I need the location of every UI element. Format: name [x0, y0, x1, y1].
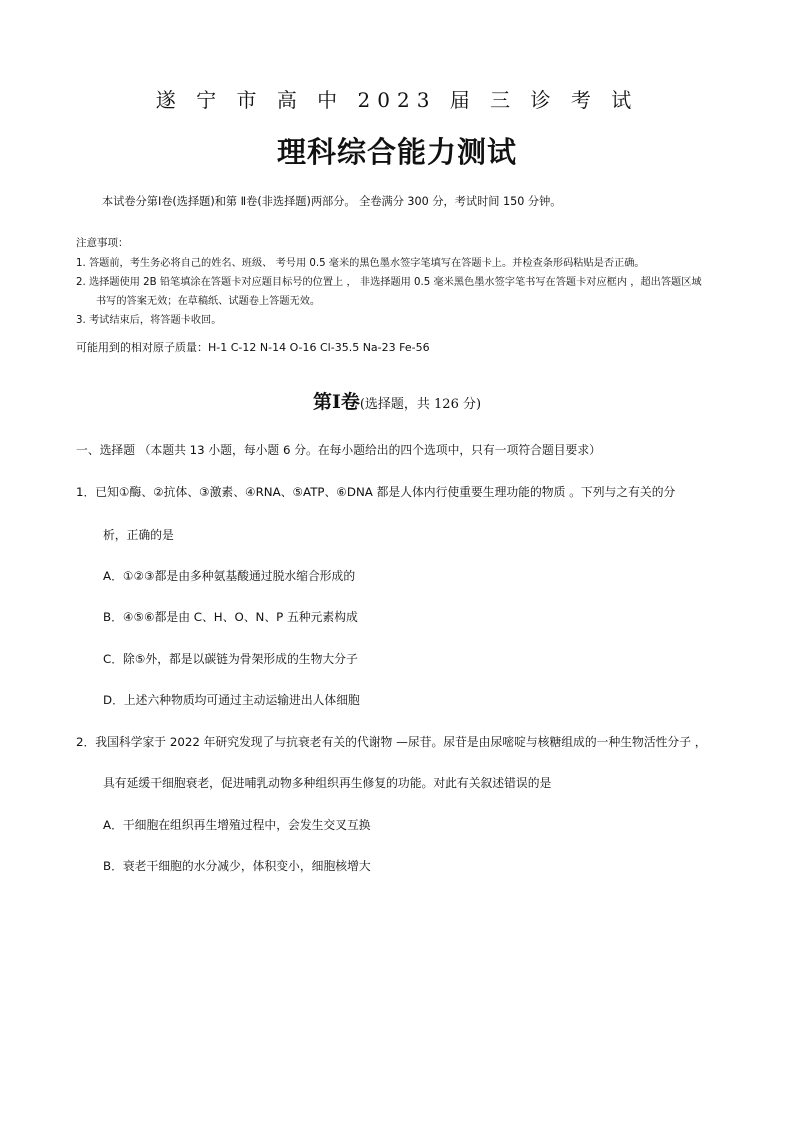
question-stem-continued: 具有延缓干细胞衰老，促进哺乳动物多种组织再生修复的功能。对此有关叙述错误的是: [103, 776, 552, 790]
part-title: [0, 387, 794, 414]
question-stem: 2．我国科学家于 2022 年研究发现了与抗衰老有关的代谢物 —尿苷。尿苷是由尿嘧啶与核糖组成的一种生物活性分子 ，: [76, 735, 707, 749]
atomic-masses: 可能用到的相对原子质量：H-1 C-12 N-14 O-16 Cl-35.5 Na-23 Fe-56: [76, 341, 430, 354]
exam-title: 遂 宁 市 高 中 2023 届 三 诊 考 试: [155, 88, 639, 112]
section-heading: 一、选择题 （本题共 13 小题，每小题 6 分。在每小题给出的四个选项中，只有一项符合题目要求）: [76, 443, 601, 457]
note-item: 2. 选择题使用 2B 铅笔填涂在答题卡对应题目标号的位置上 ， 非选择题用 0.5 毫米黑色墨水签字笔书写在答题卡对应框内 ，超出答题区域: [76, 277, 702, 288]
note-item: 3. 考试结束后，将答题卡收回。: [76, 315, 222, 326]
question-option: B．④⑤⑥都是由 C、H、O、N、P 五种元素构成: [103, 610, 358, 624]
question-stem: 1．已知①酶、②抗体、③激素、④RNA、⑤ATP、⑥DNA 都是人体内行使重要生理功能的物质 。下列与之有关的分: [76, 485, 676, 499]
question-option: C．除⑤外，都是以碳链为骨架形成的生物大分子: [103, 652, 358, 666]
part-title-sub: (选择题，共 126 分): [359, 397, 482, 412]
question-option: D．上述六种物质均可通过主动运输进出人体细胞: [103, 693, 360, 707]
subject-title: 理科综合能力测试: [276, 135, 517, 169]
question-option: A．干细胞在组织再生增殖过程中，会发生交叉互换: [103, 818, 371, 832]
question-option: A．①②③都是由多种氨基酸通过脱水缩合形成的: [103, 569, 356, 583]
note-item: 1. 答题前，考生务必将自己的姓名、班级、 考号用 0.5 毫米的黑色墨水签字笔填写在答题卡上。并检查条形码粘贴是否正确。: [76, 258, 645, 269]
exam-intro: 本试卷分第Ⅰ卷(选择题)和第 Ⅱ卷(非选择题)两部分。 全卷满分 300 分，考试时间 150 分钟。: [102, 195, 562, 208]
note-item-continued: 书写的答案无效；在草稿纸、试题卷上答题无效。: [96, 296, 321, 307]
question-stem-continued: 析，正确的是: [103, 528, 174, 542]
notes-heading: 注意事项：: [76, 237, 129, 249]
part-title-main: 第Ⅰ卷: [312, 391, 360, 413]
question-option: B．衰老干细胞的水分减少，体积变小，细胞核增大: [103, 859, 371, 873]
